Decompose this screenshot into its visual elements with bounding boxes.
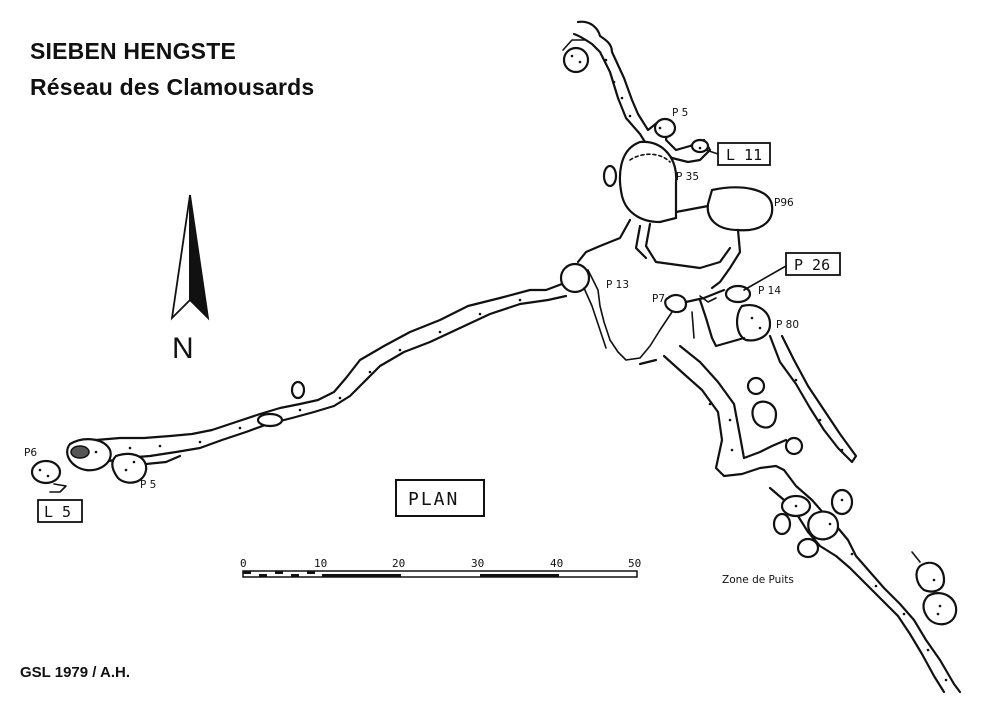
scale-tick-20: 20 — [392, 557, 406, 570]
scale-tick-0: 0 — [240, 557, 247, 570]
scale-tick-30: 30 — [471, 557, 485, 570]
scale-tick-50: 50 — [628, 557, 642, 570]
boxed-label-l11 — [706, 143, 770, 165]
map-subtitle: Réseau des Clamousards — [30, 74, 315, 100]
map-title: SIEBEN HENGSTE — [30, 38, 237, 64]
label-p80: P 80 — [776, 319, 800, 331]
label-zone-de-puits: Zone de Puits — [722, 574, 794, 586]
label-p14: P 14 — [758, 285, 782, 297]
label-p96: P96 — [774, 197, 794, 209]
label-p35: P 35 — [676, 171, 700, 183]
eastern-network — [665, 286, 770, 346]
north-arrow-icon — [172, 195, 208, 318]
plan-label-box — [396, 480, 484, 516]
label-p7: P7 — [652, 293, 666, 305]
north-label: N — [172, 332, 194, 365]
southern-gallery — [640, 346, 802, 476]
western-end — [32, 439, 180, 492]
boxed-label-l5 — [38, 500, 82, 522]
western-gallery — [96, 284, 566, 462]
label-p13: P 13 — [606, 279, 630, 291]
passage-stippling — [39, 55, 948, 682]
p96-chamber — [676, 187, 772, 288]
scale-tick-40: 40 — [550, 557, 564, 570]
credit-line: GSL 1979 / A.H. — [20, 664, 131, 681]
upper-gallery — [563, 22, 710, 162]
southeast-gallery — [770, 336, 856, 462]
p35-chamber — [604, 142, 676, 222]
label-p5-top: P 5 — [672, 107, 689, 119]
central-link — [578, 220, 730, 268]
label-p6: P6 — [24, 447, 38, 459]
svg-text:L 11: L 11 — [726, 146, 763, 164]
zone-de-puits — [770, 470, 960, 692]
scale-tick-10: 10 — [314, 557, 328, 570]
svg-text:P 26: P 26 — [794, 256, 831, 274]
label-p5-left: P 5 — [140, 479, 157, 491]
scale-bar — [240, 557, 641, 577]
svg-text:PLAN: PLAN — [408, 489, 460, 510]
svg-text:L 5: L 5 — [44, 503, 72, 521]
